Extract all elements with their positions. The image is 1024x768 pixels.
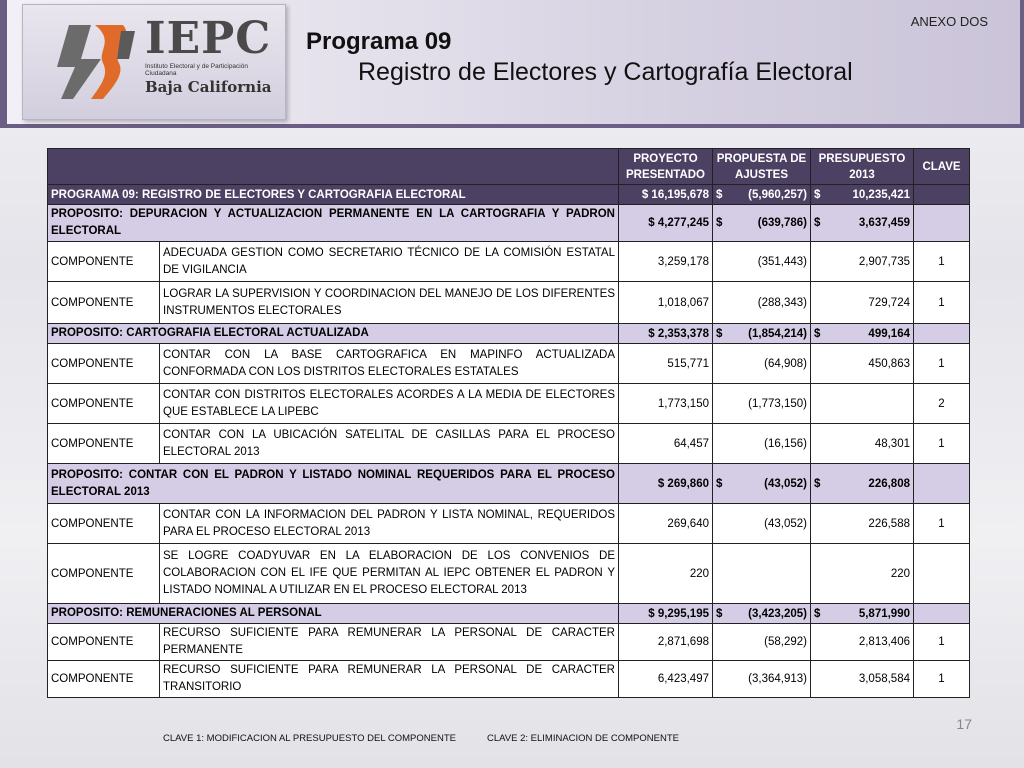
table-row [48, 424, 970, 464]
currency-symbol: $ [814, 327, 821, 340]
proposito-proyecto: $ 2,353,378 [619, 324, 713, 344]
table-row [48, 661, 970, 698]
program-ajustes: (5,960,257) [748, 188, 807, 201]
program-proyecto: $ 16,195,678 [619, 185, 713, 205]
component-clave: 1 [914, 242, 970, 282]
proposito-clave [914, 205, 970, 242]
component-ajustes: (43,052) [713, 504, 811, 544]
annex-label: ANEXO DOS [910, 14, 988, 29]
table-row [48, 344, 970, 384]
component-ajustes [713, 544, 811, 604]
table-row [48, 504, 970, 544]
component-description: LOGRAR LA SUPERVISION Y COORDINACION DEL MANEJO DE LOS DIFERENTES INSTRUMENTOS ELECTORALES [160, 282, 619, 324]
component-proyecto: 220 [619, 544, 713, 604]
budget-table [47, 148, 970, 698]
program-ajustes-cell [713, 185, 811, 205]
proposito-row [48, 604, 970, 624]
component-proyecto: 64,457 [619, 424, 713, 464]
component-proyecto: 269,640 [619, 504, 713, 544]
component-ajustes: (3,364,913) [713, 661, 811, 698]
component-presupuesto: 48,301 [811, 424, 914, 464]
component-type: COMPONENTE [48, 344, 160, 384]
proposito-label: PROPOSITO: CONTAR CON EL PADRON Y LISTADO NOMINAL REQUERIDOS PARA EL PROCESO ELECTORAL 2013 [48, 464, 619, 504]
program-label: PROGRAMA 09: REGISTRO DE ELECTORES Y CARTOGRAFIA ELECTORAL [48, 185, 619, 205]
logo-state: Baja California [145, 78, 272, 96]
proposito-ajustes-cell [713, 205, 811, 242]
table-row [48, 544, 970, 604]
component-proyecto: 1,018,067 [619, 282, 713, 324]
proposito-presupuesto-cell [811, 464, 914, 504]
proposito-proyecto: $ 9,295,195 [619, 604, 713, 624]
proposito-ajustes: (3,423,205) [748, 607, 807, 620]
component-ajustes: (58,292) [713, 624, 811, 661]
proposito-row [48, 205, 970, 242]
currency-symbol: $ [716, 477, 723, 490]
component-clave: 1 [914, 624, 970, 661]
component-type: COMPONENTE [48, 282, 160, 324]
component-proyecto: 3,259,178 [619, 242, 713, 282]
component-ajustes: (288,343) [713, 282, 811, 324]
component-type: COMPONENTE [48, 544, 160, 604]
proposito-clave [914, 464, 970, 504]
proposito-label: PROPOSITO: CARTOGRAFIA ELECTORAL ACTUALIZADA [48, 324, 619, 344]
component-clave: 1 [914, 504, 970, 544]
component-description: CONTAR CON DISTRITOS ELECTORALES ACORDES A LA MEDIA DE ELECTORES QUE ESTABLECE LA LIPEBC [160, 384, 619, 424]
component-ajustes: (351,443) [713, 242, 811, 282]
program-subtitle: Registro de Electores y Cartografía Electoral [358, 58, 853, 86]
component-presupuesto: 729,724 [811, 282, 914, 324]
proposito-clave [914, 604, 970, 624]
proposito-presupuesto: 499,164 [868, 327, 910, 340]
proposito-presupuesto: 5,871,990 [858, 607, 910, 620]
program-presupuesto-cell [811, 185, 914, 205]
component-description: RECURSO SUFICIENTE PARA REMUNERAR LA PERSONAL DE CARACTER TRANSITORIO [160, 661, 619, 698]
component-clave: 1 [914, 424, 970, 464]
component-presupuesto: 3,058,584 [811, 661, 914, 698]
table-row [48, 282, 970, 324]
table-row [48, 242, 970, 282]
logo [22, 4, 286, 120]
proposito-label: PROPOSITO: REMUNERACIONES AL PERSONAL [48, 604, 619, 624]
table-body [48, 185, 970, 698]
header-band [0, 0, 1024, 128]
currency-symbol: $ [814, 477, 821, 490]
proposito-ajustes: (43,052) [764, 477, 807, 490]
component-presupuesto [811, 384, 914, 424]
proposito-ajustes-cell [713, 324, 811, 344]
component-proyecto: 6,423,497 [619, 661, 713, 698]
proposito-ajustes: (1,854,214) [748, 327, 807, 340]
iepc-emblem-icon [51, 19, 141, 103]
component-description: CONTAR CON LA UBICACIÓN SATELITAL DE CASILLAS PARA EL PROCESO ELECTORAL 2013 [160, 424, 619, 464]
table-header-row [48, 149, 970, 185]
component-type: COMPONENTE [48, 384, 160, 424]
page-number: 17 [956, 716, 972, 732]
program-clave [914, 185, 970, 205]
col-ajustes-header: PROPUESTA DE AJUSTES [713, 149, 811, 185]
component-type: COMPONENTE [48, 504, 160, 544]
component-presupuesto: 220 [811, 544, 914, 604]
component-type: COMPONENTE [48, 624, 160, 661]
footer-note-clave-1: CLAVE 1: MODIFICACION AL PRESUPUESTO DEL COMPONENTE [163, 733, 456, 744]
component-clave: 1 [914, 344, 970, 384]
table-row [48, 384, 970, 424]
component-proyecto: 1,773,150 [619, 384, 713, 424]
proposito-proyecto: $ 269,860 [619, 464, 713, 504]
currency-symbol: $ [716, 327, 723, 340]
component-clave: 2 [914, 384, 970, 424]
currency-symbol: $ [814, 607, 821, 620]
component-description: SE LOGRE COADYUVAR EN LA ELABORACION DE LOS CONVENIOS DE COLABORACION CON EL IFE QUE PERMITAN AL IEPC OBTENER EL PADRON Y LISTADO NOMINAL A UTILIZAR EN EL PROCESO ELECTORAL 2013 [160, 544, 619, 604]
proposito-row [48, 324, 970, 344]
component-proyecto: 515,771 [619, 344, 713, 384]
currency-symbol: $ [716, 607, 723, 620]
component-ajustes: (64,908) [713, 344, 811, 384]
component-type: COMPONENTE [48, 242, 160, 282]
proposito-ajustes: (639,786) [757, 217, 807, 229]
footer-note-clave-2: CLAVE 2: ELIMINACION DE COMPONENTE [487, 733, 679, 744]
component-description: CONTAR CON LA BASE CARTOGRAFICA EN MAPINFO ACTUALIZADA CONFORMADA CON LOS DISTRITOS ELECTORALES ESTATALES [160, 344, 619, 384]
component-clave [914, 544, 970, 604]
proposito-proyecto: $ 4,277,245 [619, 205, 713, 242]
component-description: RECURSO SUFICIENTE PARA REMUNERAR LA PERSONAL DE CARACTER PERMANENTE [160, 624, 619, 661]
proposito-presupuesto: 226,808 [868, 477, 910, 490]
component-ajustes: (1,773,150) [713, 384, 811, 424]
currency-symbol: $ [716, 188, 723, 201]
component-presupuesto: 2,907,735 [811, 242, 914, 282]
currency-symbol: $ [716, 217, 723, 229]
component-type: COMPONENTE [48, 424, 160, 464]
currency-symbol: $ [814, 188, 821, 201]
col-presupuesto-header: PRESUPUESTO 2013 [811, 149, 914, 185]
component-description: ADECUADA GESTION COMO SECRETARIO TÉCNICO DE LA COMISIÓN ESTATAL DE VIGILANCIA [160, 242, 619, 282]
component-type: COMPONENTE [48, 661, 160, 698]
component-clave: 1 [914, 282, 970, 324]
proposito-ajustes-cell [713, 464, 811, 504]
component-presupuesto: 450,863 [811, 344, 914, 384]
component-proyecto: 2,871,698 [619, 624, 713, 661]
proposito-presupuesto-cell [811, 604, 914, 624]
proposito-presupuesto-cell [811, 324, 914, 344]
component-ajustes: (16,156) [713, 424, 811, 464]
proposito-ajustes-cell [713, 604, 811, 624]
header-blank [48, 149, 619, 185]
component-description: CONTAR CON LA INFORMACION DEL PADRON Y LISTA NOMINAL, REQUERIDOS PARA EL PROCESO ELECTORAL 2013 [160, 504, 619, 544]
logo-name: IEPC [145, 13, 272, 64]
logo-subtitle: Instituto Electoral y de Participación Ciudadana [145, 63, 248, 77]
table-row [48, 624, 970, 661]
program-title: Programa 09 [306, 28, 452, 55]
col-clave-header: CLAVE [914, 149, 970, 185]
component-clave: 1 [914, 661, 970, 698]
component-presupuesto: 226,588 [811, 504, 914, 544]
program-row [48, 185, 970, 205]
proposito-row [48, 464, 970, 504]
proposito-presupuesto: 3,637,459 [858, 217, 910, 229]
currency-symbol: $ [814, 217, 821, 229]
program-presupuesto: 10,235,421 [852, 188, 910, 201]
proposito-presupuesto-cell [811, 205, 914, 242]
component-presupuesto: 2,813,406 [811, 624, 914, 661]
col-proyecto-header: PROYECTO PRESENTADO [619, 149, 713, 185]
proposito-label: PROPOSITO: DEPURACION Y ACTUALIZACION PERMANENTE EN LA CARTOGRAFIA Y PADRON ELECTORAL [48, 205, 619, 242]
proposito-clave [914, 324, 970, 344]
